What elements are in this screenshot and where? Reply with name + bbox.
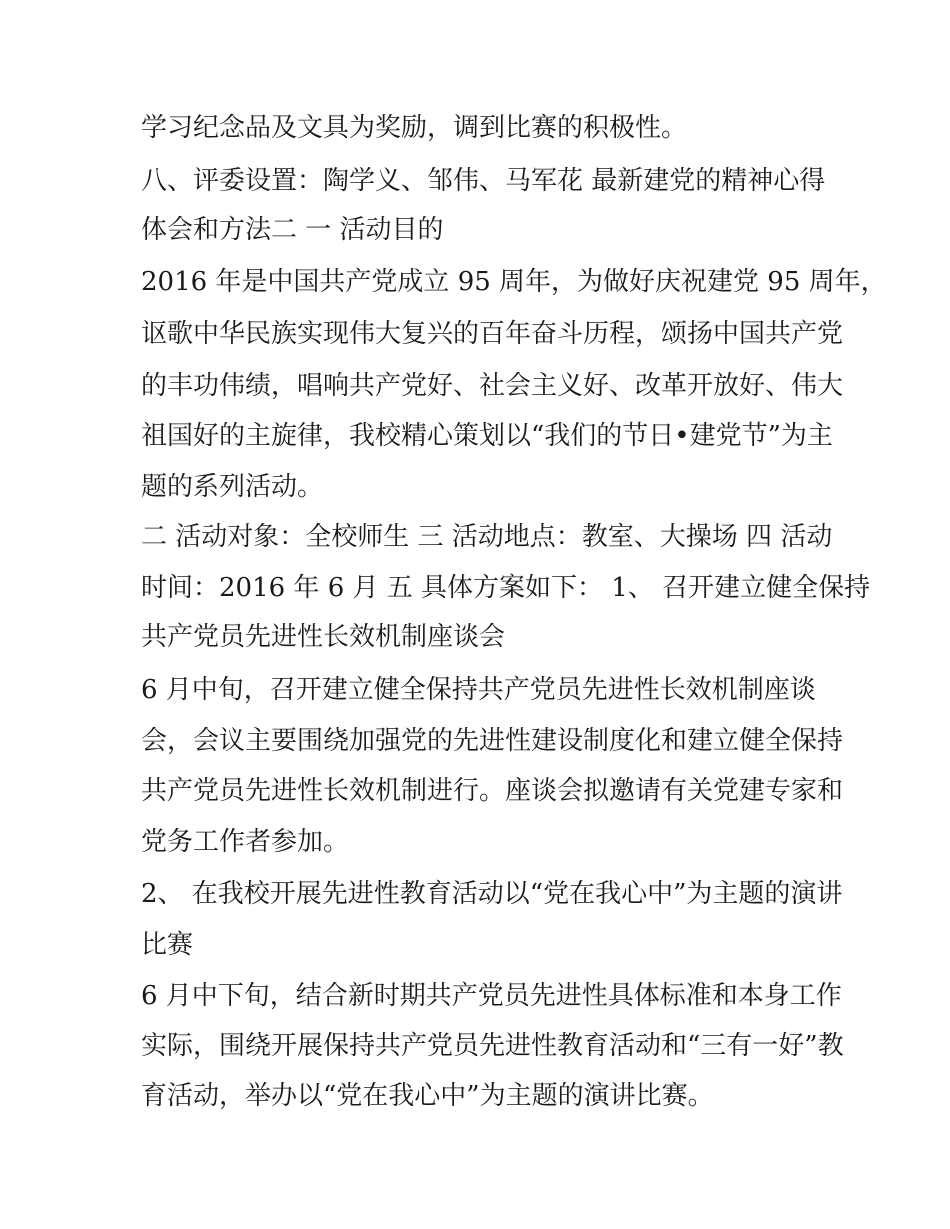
- text-line: 共产党员先进性长效机制座谈会: [141, 622, 506, 652]
- text-line: 6 月中下旬，结合新时期共产党员先进性具体标准和本身工作: [141, 981, 842, 1011]
- text-line: 党务工作者参加。: [141, 827, 350, 857]
- text-line: 6 月中旬，召开建立健全保持共产党员先进性长效机制座谈: [141, 675, 816, 705]
- text-line: 2、 在我校开展先进性教育活动以“党在我心中”为主题的演讲: [141, 879, 843, 909]
- text-line: 体会和方法二 一 活动目的: [141, 215, 444, 245]
- text-line: 共产党员先进性长效机制进行。座谈会拟邀请有关党建专家和: [141, 776, 844, 806]
- text-line: 会，会议主要围绕加强党的先进性建设制度化和建立健全保持: [141, 726, 844, 756]
- text-line: 实际，围绕开展保持共产党员先进性教育活动和“三有一好”教: [141, 1031, 844, 1061]
- text-line: 祖国好的主旋律，我校精心策划以“我们的节日•建党节”为主: [141, 421, 833, 451]
- text-line: 2016 年是中国共产党成立 95 周年，为做好庆祝建党 95 周年，: [141, 267, 887, 297]
- text-line: 二 活动对象：全校师生 三 活动地点：教室、大操场 四 活动: [141, 522, 833, 552]
- text-line: 育活动，举办以“党在我心中”为主题的演讲比赛。: [141, 1081, 714, 1111]
- text-line: 比赛: [141, 930, 194, 960]
- text-line: 的丰功伟绩，唱响共产党好、社会主义好、改革开放好、伟大: [141, 371, 844, 401]
- text-line: 学习纪念品及文具为奖励，调到比赛的积极性。: [141, 113, 688, 143]
- text-line: 讴歌中华民族实现伟大复兴的百年奋斗历程，颂扬中国共产党: [141, 319, 844, 349]
- text-line: 题的系列活动。: [141, 472, 324, 502]
- text-line: 时间：2016 年 6 月 五 具体方案如下： 1、 召开建立健全保持: [141, 573, 871, 603]
- text-line: 八、评委设置：陶学义、邹伟、马军花 最新建党的精神心得: [141, 166, 826, 196]
